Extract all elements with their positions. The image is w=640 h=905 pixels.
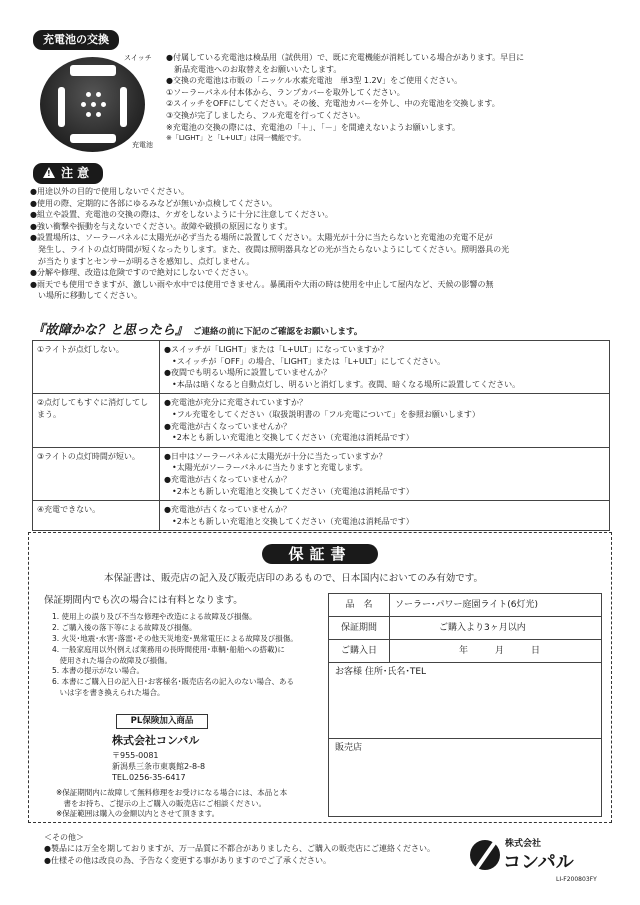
solution-line: •2本とも新しい充電池と交換してください（充電池は消耗品です） [164,433,414,443]
warranty-form [328,593,602,817]
company-name: 株式会社コンパル [112,734,200,747]
caution-line: ●用途以外の目的で使用しないでください。 [30,187,189,196]
battery-slot [58,87,65,127]
shop-label: 販売店 [335,743,363,753]
battery-callout-label: 充電池 [132,141,153,149]
caution-line: ●強い衝撃や振動を与えないでください。故障や破損の原因になります。 [30,221,293,231]
caution-line: ●使用の際、定期的に各部にゆるみなどが無いか点検してください。 [30,198,277,208]
caution-header [33,163,103,184]
paid-item: 3. 火災･地震･水害･落雷･その他天災地変･異常電圧による故障及び損傷。 [52,633,298,643]
troubleshoot-subtitle: ご連絡の前に下記のご確認をお願いします。 [193,327,363,337]
solution-line: ●夜間でも明るい場所に設置していませんか？ [164,368,331,378]
caution-line: い場所に移動してください。 [30,291,142,301]
divider [329,738,601,739]
caution-line: ●分解や修理、改造は危険ですので絶対にしないでください。 [30,268,253,278]
table-row [33,447,610,500]
battery-line: ※「LIGHT」と「L+ULT」は同一機能です。 [166,134,306,143]
compal-logo-icon [470,840,500,870]
period-value: ご購入より3ヶ月以内 [439,623,526,633]
solution-line: ●充電池が古くなっていませんか？ [164,421,291,431]
form-row-product [329,594,601,617]
warranty-note: 書をお持ち、ご提示の上ご購入の販売店にご相談ください。 [56,798,266,808]
warranty-title: 保証書 [262,544,378,564]
switch-callout-label: スイッチ [124,54,152,62]
footer-line: ●仕様その他は改良の為、予告なく変更する事がありますのでご了承ください。 [44,856,331,865]
paid-item: 2. ご購入後の落下等による故障及び損傷。 [52,622,197,632]
paid-item: 使用された場合の故障及び損傷。 [52,655,172,665]
problem-cell: ④充電できない。 [33,501,160,531]
battery-line: ※充電池の交換の際には、充電池の「＋」、「－」を間違えないようお願いします。 [166,122,461,132]
paid-item: いは字を書き換えられた場合。 [52,688,165,698]
solution-line: ●充電池が古くなっていませんか？ [164,474,291,484]
solution-cell [160,341,610,394]
company-contact [112,750,205,784]
battery-slot [120,87,127,127]
troubleshoot-table [32,340,610,531]
form-row-period [329,617,601,640]
footer-other-label: ＜その他＞ [44,833,84,842]
vent-hole [81,102,86,107]
period-label: 保証期間 [329,617,390,639]
battery-slot [70,134,116,143]
solution-line: ●充電池が充分に充電されていますか？ [164,398,307,408]
table-row [33,501,610,531]
vent-hole [101,102,106,107]
problem-cell: ②点灯してもすぐに消灯してしまう。 [33,394,160,447]
postal-code: 〒955-0081 [112,751,159,760]
table-row [33,341,610,394]
solution-cell [160,447,610,500]
table-row [33,394,610,447]
product-value: ソーラー･パワー庭園ライト(6灯光) [395,600,538,610]
warranty-paid-list [52,612,298,699]
pl-insurance-badge: PL保険加入商品 [116,714,208,729]
problem-cell: ①ライトが点灯しない。 [33,341,160,394]
paid-item: 6. 本書にご購入日の記入日･お客様名･販売店名の記入のない場合、ある [52,677,295,687]
solution-line: ●スイッチが「LIGHT」または「L+ULT」になっていますか？ [164,345,388,354]
vent-hole [86,92,91,97]
solution-cell [160,501,610,531]
form-row-purchase-date [329,640,601,663]
solution-line: •フル充電をしてください（取扱説明書の「フル充電について」を参照お願いします） [164,409,480,419]
battery-section-header: 充電池の交換 [33,30,119,50]
logo-company-type: 株式会社 [505,839,542,849]
warranty-notes [56,788,287,820]
problem-cell: ③ライトの点灯時間が短い。 [33,447,160,500]
battery-line: ●交換の充電池は市販の「ニッケル水素充電池 単3型 1.2V」をご使用ください。 [166,76,463,86]
battery-line: ②スイッチをOFFにしてください。その後、充電池カバーを外し、中の充電池を交換します。 [166,99,500,109]
purchase-date-value[interactable]: 年 月 日 [459,646,541,656]
paid-item: 4. 一般家庭用以外(例えば業務用の長時間使用･車輌･船舶への搭載)に [52,644,285,654]
caution-line: ●組立や設置、充電池の交換の際は、ケガをしないように十分に注意してください。 [30,210,333,220]
purchase-date-label: ご購入日 [329,640,390,662]
solution-line: •スイッチが「OFF」の場合、「LIGHT」または「L+ULT」にしてください。 [164,356,446,366]
paid-item: 1. 使用上の誤り及び不当な修理や改造による故障及び損傷。 [52,612,257,621]
footer-line: ●製品には万全を期しておりますが、万一品質に不都合がありましたら、ご購入の販売店にご連絡ください。 [44,844,435,853]
battery-compartment-illustration [40,57,145,152]
logo-brand-name: コンパル [503,852,574,873]
solution-line: •太陽光がソーラーパネルに当たりますと充電します。 [164,463,368,473]
solution-line: •2本とも新しい充電池と交換してください（充電池は消耗品です） [164,486,414,496]
caution-line: が当たりますとセンサーが明るさを感知し、点灯しません。 [30,256,255,266]
battery-line: ①ソーラーパネル付本体から、ランプカバーを取外してください。 [166,87,405,97]
vent-hole [96,112,101,117]
solution-line: ●日中はソーラーパネルに太陽光が十分に当たっていますか？ [164,451,387,461]
caution-line: ●雨天でも使用できますが、激しい雨や水中では使用できません。暴風雨や大雨の時は使用を中止して屋内など、天候の影響の無 [30,279,494,289]
caution-line: ●設置場所は、ソーラーパネルに太陽光が必ず当たる場所に設置してください。太陽光が十分に当たらないと充電池の充電不足が [30,233,493,243]
battery-line: 新品充電池へのお取替えをお願いいたします。 [166,64,342,74]
solution-line: ●充電池が古くなっていませんか？ [164,505,291,515]
solution-line: •本品は暗くなると自動点灯し、明るいと消灯します。夜間、暗くなる場所に設置してください。 [164,379,521,389]
caution-line: 発生し、ライトの点灯時間が短くなったりします。また、夜間は照明器具などの光が当たらないようにしてください。照明器具の光 [30,244,510,254]
product-label: 品 名 [329,594,390,616]
battery-line: ●付属している充電池は検品用（試供用）で、既に充電機能が消耗している場合があります。早目に [166,53,525,62]
warning-icon [43,167,55,178]
troubleshoot-title: 『故障かな？と思ったら』 [32,323,189,338]
battery-line: ③交換が完了しましたら、フル充電を行ってください。 [166,110,365,120]
caution-header-text: 注 意 [61,166,90,180]
customer-info-label: お客様 住所･氏名･TEL [335,667,427,677]
solution-line: •2本とも新しい充電池と交換してください（充電池は消耗品です） [164,516,414,526]
paid-item: 5. 本書の提示がない場合。 [52,666,145,676]
caution-list [30,186,509,302]
vent-hole [96,92,101,97]
battery-instructions [166,52,524,143]
warranty-paid-header: 保証期間内でも次の場合には有料となります。 [44,595,243,606]
battery-slot [70,65,116,76]
warranty-note: ※保証範囲は購入の金額以内とさせて頂きます。 [56,809,220,818]
footer-notes [44,843,435,867]
company-address: 新潟県三条市東裏館2-8-8 [112,762,206,772]
vent-hole [86,112,91,117]
warranty-note: ※保証期間内に故障して無料修理をお受けになる場合には、本品と本 [56,788,288,797]
company-tel: TEL.0256-35-6417 [112,773,186,783]
document-code: LI-F200803FY [556,876,597,883]
warranty-intro: 本保証書は、販売店の記入及び販売店印のあるもので、日本国内においてのみ有効です。 [104,573,484,584]
solution-cell [160,394,610,447]
vent-hole [91,102,96,107]
